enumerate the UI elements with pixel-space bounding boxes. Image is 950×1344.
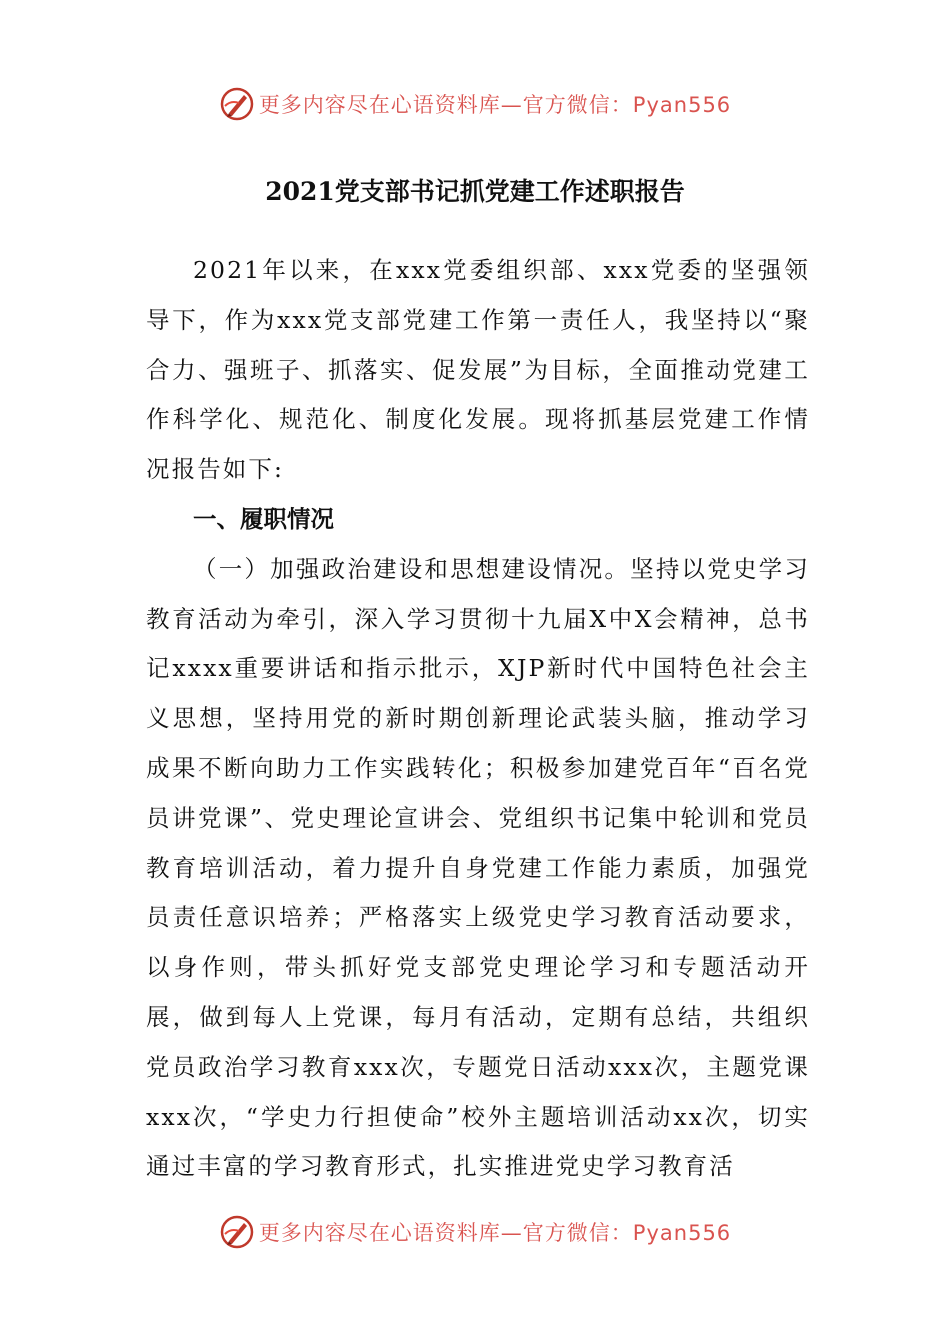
section-heading: 一、履职情况	[193, 504, 334, 533]
pen-logo-icon	[219, 86, 255, 122]
intro-paragraph: 2021年以来，在xxx党委组织部、xxx党委的坚强领导下，作为xxx党支部党建工作第一责任人，我坚持以“聚合力、强班子、抓落实、促发展”为目标，全面推动党建工作科学化、规范化、制度化发展。现将抓基层党建工作情况报告如下:	[146, 256, 810, 484]
watermark-text: 更多内容尽在心语资料库—官方微信：Pyan556	[258, 1221, 732, 1245]
watermark-top	[0, 80, 950, 128]
pen-logo-icon	[219, 1214, 255, 1250]
watermark-bottom	[0, 1208, 950, 1256]
watermark-text: 更多内容尽在心语资料库—官方微信：Pyan556	[258, 93, 732, 117]
document-title: 2021党支部书记抓党建工作述职报告	[265, 177, 685, 206]
document-body	[146, 246, 810, 1192]
section-paragraph: （一）加强政治建设和思想建设情况。坚持以党史学习教育活动为牵引，深入学习贯彻十九届X中X会精神，总书记xxxx重要讲话和指示批示，XJP新时代中国特色社会主义思想，坚持用党的新时期创新理论武装头脑，推动学习成果不断向助力工作实践转化；积极参加建党百年“百名党员讲党课”、党史理论宣讲会、党组织书记集中轮训和党员教育培训活动，着力提升自身党建工作能力素质，加强党员责任意识培养；严格落实上级党史学习教育活动要求，以身作则，带头抓好党支部党史理论学习和专题活动开展，做到每人上党课，每月有活动，定期有总结，共组织党员政治学习教育xxx次，专题党日活动xxx次，主题党课xxx次，“学史力行担使命”校外主题培训活动xx次，切实通过丰富的学习教育形式，扎实推进党史学习教育活	[146, 554, 810, 1181]
